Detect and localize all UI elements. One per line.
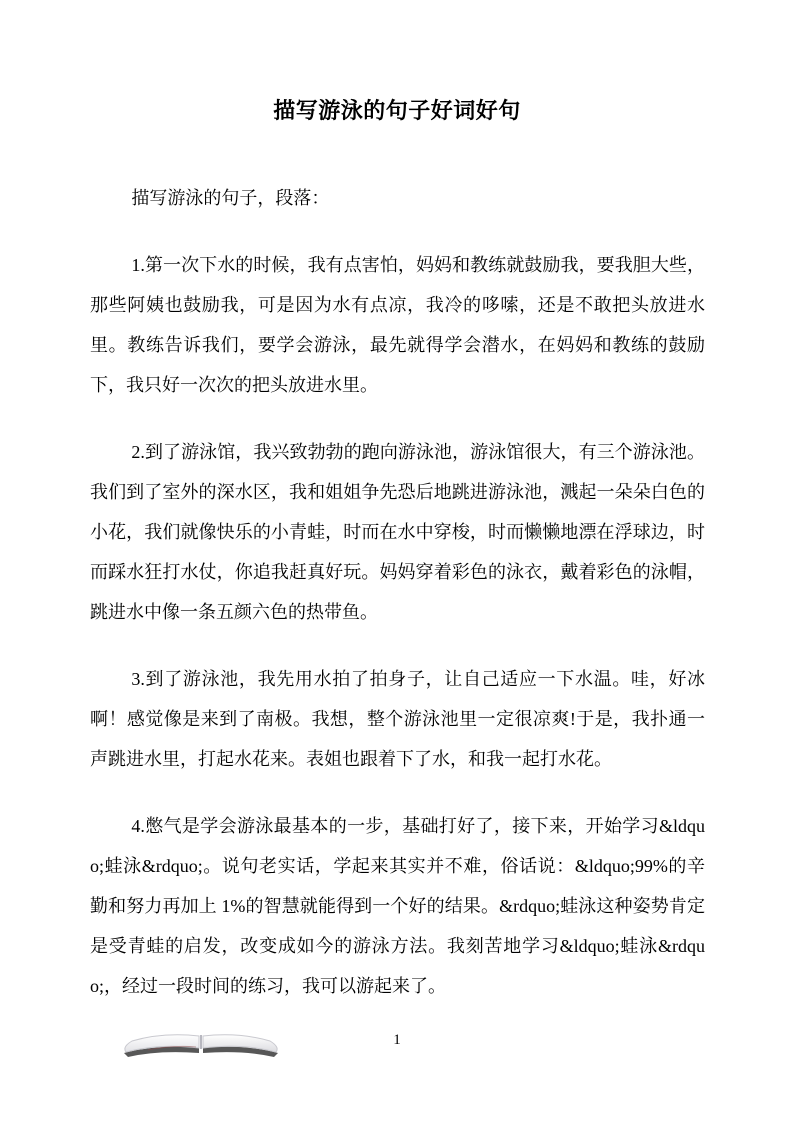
document-body bbox=[0, 128, 794, 1006]
paragraph-4: 4.憋气是学会游泳最基本的一步，基础打好了，接下来，开始学习&ldquo;蛙泳&rdquo;。说句老实话，学起来其实并不难，俗话说：&ldquo;99%的辛勤和努力再加上 1%的智慧就能得到一个好的结果。&rdquo;蛙泳这种姿势肯定是受青蛙的启发，改变成如今的游泳方法。我刻苦地学习&ldquo;蛙泳&rdquo;，经过一段时间的练习，我可以游起来了。 bbox=[90, 816, 705, 996]
document-title: 描写游泳的句子好词好句 bbox=[273, 98, 521, 123]
page-number: 1 bbox=[393, 1032, 401, 1048]
paragraph-1: 1.第一次下水的时候，我有点害怕，妈妈和教练就鼓励我，要我胆大些，那些阿姨也鼓励我，可是因为水有点凉，我冷的哆嗦，还是不敢把头放进水里。教练告诉我们，要学会游泳，最先就得学会潜水，在妈妈和教练的鼓励下，我只好一次次的把头放进水里。 bbox=[90, 255, 705, 395]
paragraph-intro: 描写游泳的句子，段落： bbox=[131, 188, 330, 208]
paragraph-3: 3.到了游泳池，我先用水拍了拍身子，让自己适应一下水温。哇，好冰啊！感觉像是来到了南极。我想，整个游泳池里一定很凉爽!于是，我扑通一声跳进水里，打起水花来。表姐也跟着下了水，和我一起打水花。 bbox=[90, 669, 705, 769]
paragraph-2: 2.到了游泳馆，我兴致勃勃的跑向游泳池，游泳馆很大，有三个游泳池。我们到了室外的深水区，我和姐姐争先恐后地跳进游泳池，溅起一朵朵白色的小花，我们就像快乐的小青蛙，时而在水中穿梭，时而懒懒地漂在浮球边，时而踩水狂打水仗，你追我赶真好玩。妈妈穿着彩色的泳衣，戴着彩色的泳帽，跳进水中像一条五颜六色的热带鱼。 bbox=[90, 442, 705, 622]
